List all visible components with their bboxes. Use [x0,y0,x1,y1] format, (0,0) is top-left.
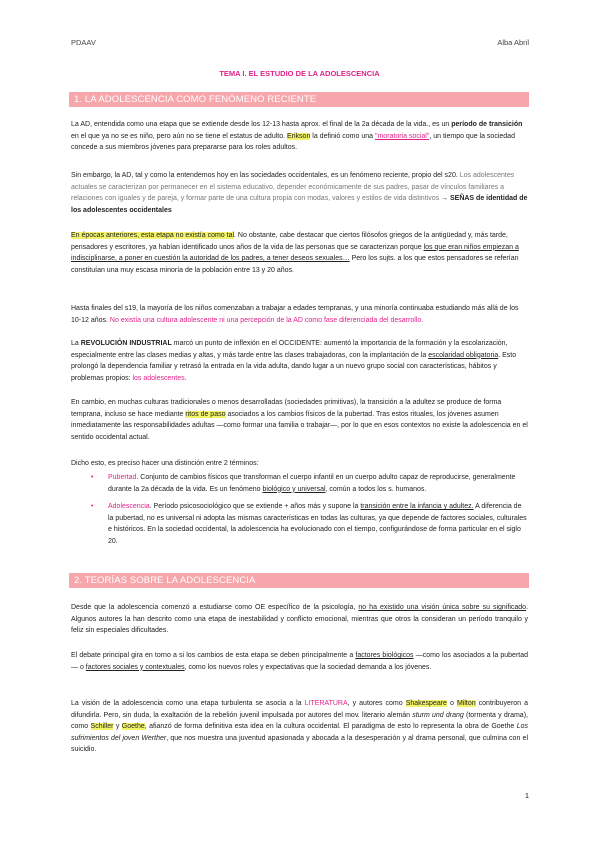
paragraph-3 [71,230,528,276]
text: La [71,340,81,347]
header-left: PDAAV [71,38,96,47]
highlight-term: Schiller [90,723,114,731]
header-right: Alba Abril [497,38,529,47]
highlight-term: Erikson [287,132,311,140]
text: . No obstante, cabe destacar que ciertos filósofos griegos de la antigüedad y, más tarde, pensadores y escritores, ya habían identificado unos años de la vida de las personas que se caracterizan porque [71,232,508,251]
underlined-text: escolaridad obligatoria [428,351,499,359]
text: (tormenta y drama), como [71,711,528,731]
bullet-icon: • [91,474,94,481]
text: o [446,700,457,707]
paragraph-8 [71,602,528,637]
italic-text: sturm und drang [412,711,464,719]
text: , que nos muestra una juventud apasionada y abocada a la desesperación y al drama personal, que culmina con el suicidio. [71,734,528,754]
text: , como los nuevos roles y expectativas que la sociedad demanda a los jóvenes. [184,663,432,671]
underlined-text: factores sociales y contextuales [85,663,185,671]
highlight-term: ritos de paso [185,410,226,418]
text: asociados a los cambios físicos de la pubertad. Tras estos rituales, los jóvenes asumen inmediatamente las responsabilidades adultas —como formar una familia o trabajar—, por lo que en esos contextos no existe la adolescencia en el sentido occidental actual. [71,410,528,441]
text: El debate principal gira en torno a si los cambios de esta etapa se deben principalmente a [71,652,356,659]
underlined-text: factores biológicos [355,652,414,659]
definition-item [71,472,528,495]
text: . Esto prolongó la dependencia familiar y retrasó la entrada en la vida adulta, dando lugar a un nuevo grupo social con características, hábitos y problemas propios: [71,351,517,382]
paragraph-7: Dicho esto, es preciso hacer una distinción entre 2 términos: [71,460,259,467]
section-heading-2: 2. TEORÍAS SOBRE LA ADOLESCENCIA [69,573,529,588]
text: , y autores como [347,700,406,707]
bold-term: REVOLUCIÓN INDUSTRIAL [80,340,172,347]
grey-text: Los adolescentes actuales se caracterizan por permanecer en el sistema educativo, depender económicamente de sus padres, pasar de vínculos familiares a relaciones con iguales y de pareja, y formar parte de una cultura propia con modas, valores y estilos de vida distintivos [71,172,515,203]
pink-text: LITERATURA [304,700,348,707]
underlined-text: no ha existido una visión única sobre su significado [358,604,527,611]
paragraph-6 [71,397,528,443]
text: . Algunos autores la han descrito como una etapa de inestabilidad y conflicto emocional, mientras que otros la consideran un período tranquilo y feliz sin especiales dificultades. [71,604,529,635]
text: , un tiempo que la sociedad concede a sus miembros jóvenes para prepararse para los roles adultos. [71,132,515,152]
text: , afianzó de forma definitiva esta idea en la cultura occidental. El paradigma de esto lo representa la obra de Goethe [144,723,517,731]
text: A diferencia de la pubertad, no es universal ni adopta las mismas características en todas las culturas, ya que depende de factores sociales, culturales e históricos. En la sociedad occidental, la adolescencia ha evolucionado con el tiempo, configurándose de forma particular en el siglo 20. [108,503,527,545]
text: . [184,374,187,382]
highlight-term: En épocas anteriores, esta etapa no existía como tal [71,232,235,239]
text: y [113,723,122,731]
text: Sin embargo, la AD, tal y como la entendemos hoy en las sociedades occidentales, es un fenómeno reciente, propio del s20. [71,172,460,179]
highlight-term: Shakespeare [405,700,447,707]
underlined-text: los que eran niños empiezan a indisciplinarse, a poner en cuestión la autoridad de los padres, a tener deseos sexuales… [71,243,519,263]
document-title: TEMA I. EL ESTUDIO DE LA ADOLESCENCIA [219,69,380,78]
definition-list [71,472,528,548]
pink-text: los adolescentes [132,374,185,382]
text: . Conjunto de cambios físicos que transforman el cuerpo infantil en un cuerpo adulto capaz de reproducirse, generalmente durante la 2a década de la vida. Es un fenómeno [108,474,516,493]
highlight-term: período de transición [451,121,523,128]
text: la definió como una [310,132,375,140]
underlined-text: transición entre la infancia y adultez. [360,503,474,511]
text: La AD, entendida como una etapa que se extiende desde los 12-13 hasta aprox. el final de la 2a década de la vida., es un [71,121,452,128]
paragraph-4 [71,303,528,326]
text: marcó un punto de inflexión en el OCCIDENTE: aumentó la importancia de la formación y la escolarización, especialmente entre las clases medias y altas, y más tarde entre las clases trabajadoras, con la implantación de la [71,340,508,359]
text: en el que ya no se es niño, pero aún no se tiene el estatus de adulto. [71,132,287,140]
text: contribuyeron a difundirla. Pero, sin duda, la exaltación de la rebelión juvenil impulsada por autores del mov. literario alemán [71,700,528,719]
definition-item [71,501,528,547]
section-heading-1: 1. LA ADOLESCENCIA COMO FENÓMENO RECIENTE [69,92,529,107]
highlight-term: Milton [456,700,476,707]
paragraph-1 [71,119,528,154]
paragraph-5 [71,338,528,384]
highlight-term: Goethe [121,723,145,731]
paragraph-9 [71,650,528,673]
text: La visión de la adolescencia como una etapa turbulenta se asocia a la [71,700,305,707]
text: Pero los sujts. a los que estos pensadores se referían constituían una muy escasa minoría de la población entre 13 y 20 años. [71,255,519,274]
text: , común a todos los s. humanos. [325,485,427,493]
definition-term: Adolescencia [108,503,150,511]
pink-text: No existía una cultura adolescente ni una percepción de la AD como fase diferenciada del desarrollo. [109,316,424,324]
highlight-term: "moratoria social" [374,132,430,140]
bullet-icon: • [91,503,94,511]
italic-text: Los sufrimientos del joven Werther [71,723,529,742]
text: Desde que la adolescencia comenzó a estudiarse como OE específico de la psicología, [71,604,359,611]
text: —como los asociados a la pubertad— o [71,652,528,671]
text: . Período psicosociológico que se extiende + años más y supone la [149,503,361,511]
paragraph-10 [71,698,528,756]
paragraph-2 [71,170,528,216]
text: En cambio, en muchas culturas tradicionales o menos desarrolladas (sociedades primitivas), la transición a la adultez se produce de forma temprana, incluso se hace mediante [71,399,502,418]
text: Hasta finales del s19, la mayoría de los niños comenzaban a trabajar a edades tempranas, y una minoría continuaba estudiando más allá de los 10-12 años. [71,305,519,324]
definition-term: Pubertad [108,474,137,481]
underlined-text: biológico y universal [262,485,326,493]
page-number: 1 [524,791,529,800]
arrow-text: → SEÑAS de identidad de los adolescentes occidentales [71,195,528,214]
